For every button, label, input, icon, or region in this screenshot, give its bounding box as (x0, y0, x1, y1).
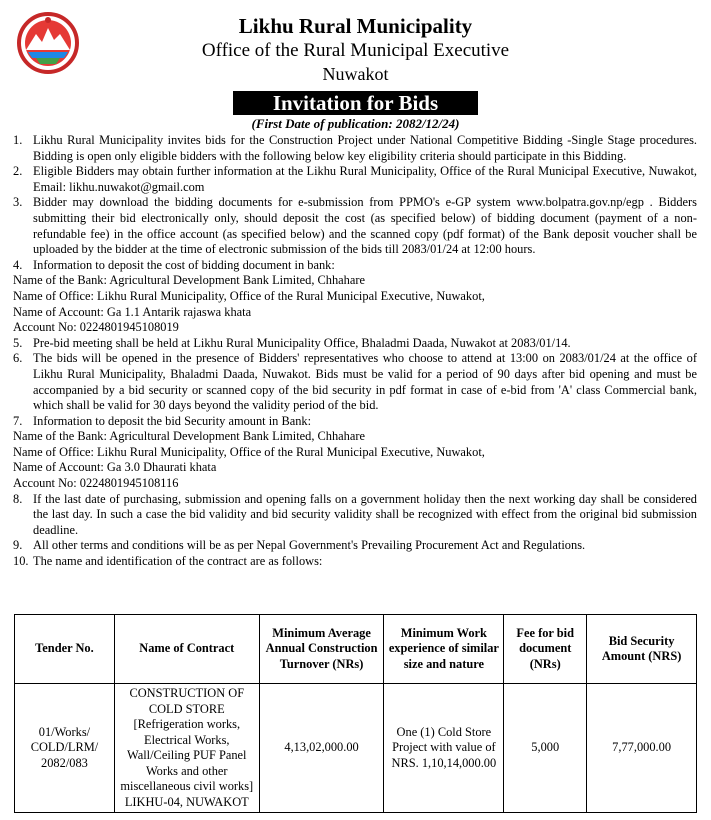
cell-fee: 5,000 (504, 684, 587, 813)
list-item: 1. Likhu Rural Municipality invites bids for the Construction Project under National Competitive Bidding -Single Stage procedures. Bidding is open only eligible bidders with the following below key eligibility criteria should participate in this Bidding. (13, 133, 697, 163)
list-item: 6. The bids will be opened in the presence of Bidders' representatives who choose to attend at 13:00 on 2083/01/24 at the office of Likhu Rural Municipality, Bhaladmi Daada, Nuwakot. Bids must be valid for a period of 90 days after bid opening and must be accompanied by a bid security or scanned copy of the bid security in pdf format in case of e-bid from 'A' class Commercial bank, which shall be valid for 30 days beyond the validity period of the bid. (13, 351, 697, 413)
cell-bid-security: 7,77,000.00 (587, 684, 697, 813)
col-header-turnover: Minimum Average Annual Construction Turnover (NRs) (259, 615, 384, 684)
notice-body (13, 133, 697, 570)
table-row (15, 684, 697, 813)
list-item: 7. Information to deposit the bid Security amount in Bank: (13, 413, 312, 428)
bank1-name: Name of the Bank: Agricultural Development Bank Limited, Chhahare (13, 273, 366, 288)
bank1-office: Name of Office: Likhu Rural Municipality, Office of the Rural Municipal Executive, Nuwakot, (13, 288, 485, 303)
list-item: 5. Pre-bid meeting shall be held at Likhu Rural Municipality Office, Bhaladmi Daada, Nuwakot at 2083/01/14. (13, 335, 571, 350)
col-header-fee: Fee for bid document (NRs) (504, 615, 587, 684)
bank2-name: Name of the Bank: Agricultural Development Bank Limited, Chhahare (13, 429, 366, 444)
list-item: 4. Information to deposit the cost of bidding document in bank: (13, 257, 335, 272)
bank2-account-name: Name of Account: Ga 3.0 Dhaurati khata (13, 460, 217, 475)
list-item: 10. The name and identification of the contract are as follows: (13, 554, 323, 569)
cell-tender-no: 01/Works/ COLD/LRM/ 2082/083 (15, 684, 115, 813)
col-header-tender-no: Tender No. (15, 615, 115, 684)
publication-date: (First Date of publication: 2082/12/24) (251, 116, 460, 131)
municipality-name: Likhu Rural Municipality (238, 14, 473, 38)
cell-experience: One (1) Cold Store Project with value of NRS. 1,10,14,000.00 (384, 684, 504, 813)
list-item: 3. Bidder may download the bidding documents for e-submission from PPMO's e-GP system www.bolpatra.gov.np/egp . Bidders submitting their bid electronically only, should deposit the cost (as specified below) of bidding document (payment of a non-refundable fee) in the office account (as specified below) and the scanned copy (pdf format) of the Bank deposit voucher shall be uploaded by the bidder at the time of electronic submission of the bids till 2083/01/24 at 12:00 hours. (13, 195, 697, 257)
bank1-account-name: Name of Account: Ga 1.1 Antarik rajaswa khata (13, 304, 252, 319)
table-header-row (15, 615, 697, 684)
district-name: Nuwakot (322, 64, 389, 84)
header (0, 0, 711, 90)
col-header-experience: Minimum Work experience of similar size and nature (384, 615, 504, 684)
cell-contract-name: CONSTRUCTION OF COLD STORE [Refrigeration works, Electrical Works, Wall/Ceiling PUF Panel Works and other miscellaneous civil works] LIKHU-04, NUWAKOT (114, 684, 259, 813)
list-item: 9. All other terms and conditions will be as per Nepal Government's Prevailing Procurement Act and Regulations. (13, 538, 586, 553)
bank1-account-no: Account No: 0224801945108019 (13, 320, 179, 335)
col-header-bid-security: Bid Security Amount (NRS) (587, 615, 697, 684)
bank2-account-no: Account No: 0224801945108116 (13, 476, 179, 491)
list-item: 2. Eligible Bidders may obtain further information at the Likhu Rural Municipality, Office of the Rural Municipal Executive, Nuwakot, Email: likhu.nuwakot@gmail.com (13, 164, 697, 194)
list-item: 8. If the last date of purchasing, submission and opening falls on a government holiday then the next working day shall be considered the last day. In such a case the bid validity and bid security validity shall be recognized with effect from the original bid submission deadline. (13, 491, 697, 537)
contract-table (14, 614, 697, 813)
notice-title-banner: Invitation for Bids (233, 91, 478, 115)
office-name: Office of the Rural Municipal Executive (201, 40, 510, 61)
bank2-office: Name of Office: Likhu Rural Municipality, Office of the Rural Municipal Executive, Nuwakot, (13, 444, 485, 459)
col-header-contract-name: Name of Contract (114, 615, 259, 684)
cell-turnover: 4,13,02,000.00 (259, 684, 384, 813)
